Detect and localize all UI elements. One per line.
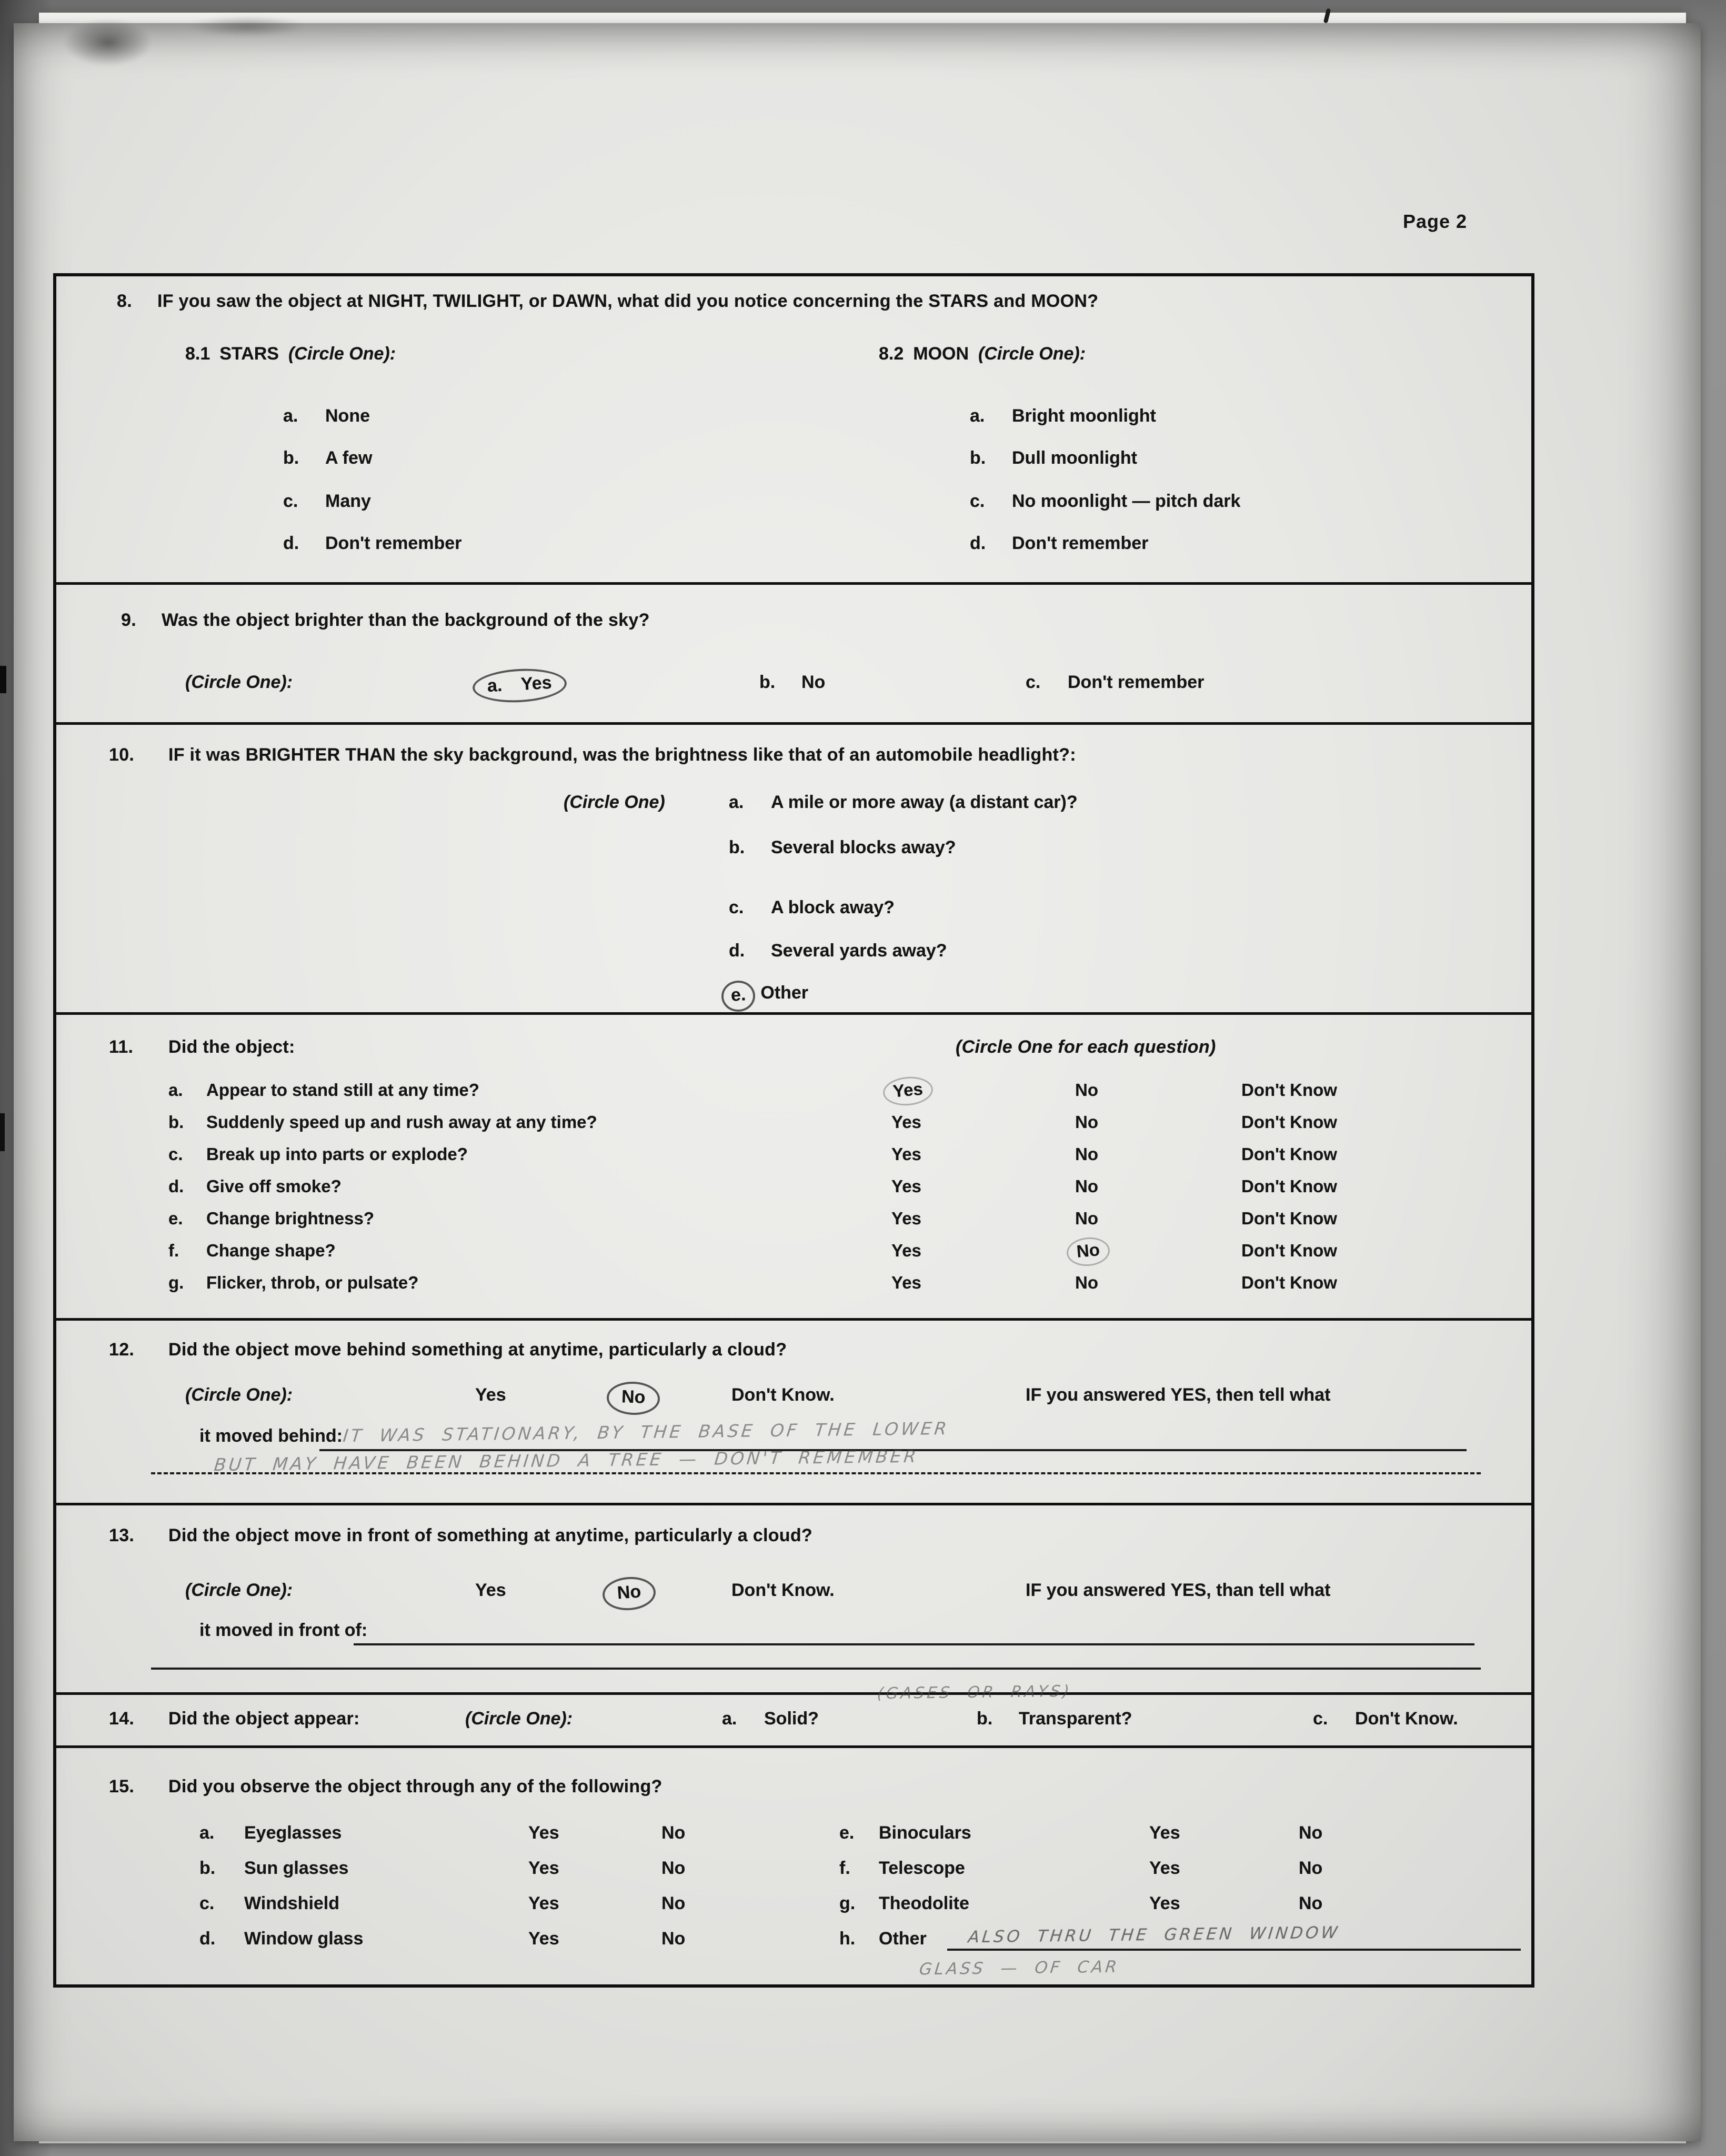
item-text: Other [879, 1929, 927, 1949]
row-question: Flicker, throb, or pulsate? [206, 1272, 419, 1292]
option-text: A few [325, 448, 373, 468]
option-text: Solid? [764, 1709, 819, 1729]
option-text: No [801, 672, 826, 692]
option-letter: a. [722, 1709, 737, 1729]
q8-number: 8. [117, 291, 132, 311]
item-letter: a. [199, 1823, 215, 1843]
option-letter: b. [970, 448, 986, 468]
question-13-section [56, 1505, 1531, 1695]
q9-option-c [1026, 672, 1204, 693]
scanned-page [14, 23, 1701, 2141]
q14-option-c [1313, 1709, 1458, 1729]
answer-circle-mark [471, 666, 567, 704]
q12-text: Did the object move behind something at anytime, particularly a cloud? [168, 1340, 787, 1360]
answer-circle-mark: No [606, 1381, 660, 1415]
yes-cell: Yes [528, 1823, 559, 1843]
option-text: Transparent? [1019, 1709, 1132, 1729]
q11-number: 11. [109, 1037, 134, 1057]
q8-moon-option-a [970, 406, 1156, 426]
item-text: Binoculars [879, 1823, 971, 1843]
option-letter: c. [729, 897, 744, 917]
q10-circle-one-label: (Circle One) [564, 792, 665, 812]
q8-moon-option-c [970, 491, 1240, 512]
q15-text: Did you observe the object through any of the following? [168, 1776, 663, 1796]
scan-artifact-left-tick [0, 1113, 5, 1151]
item-text: Sun glasses [244, 1858, 349, 1878]
dont-know-cell: Don't Know [1241, 1080, 1337, 1100]
q8-question-line [117, 291, 1098, 312]
yes-cell: Yes [891, 1272, 921, 1292]
option-text: Don't remember [325, 533, 462, 553]
q13-answer-line-2 [151, 1649, 1481, 1670]
item-text: Windshield [244, 1893, 340, 1913]
no-cell: No [1299, 1823, 1323, 1843]
q8-moon-title: MOON [913, 344, 969, 364]
q8-stars-option-a [283, 406, 370, 426]
no-cell [1075, 1239, 1241, 1262]
q14-text: Did the object appear: [168, 1709, 360, 1729]
q13-no-option-circled [615, 1580, 643, 1605]
q10-option-c [729, 897, 895, 918]
q8-stars-heading [185, 344, 396, 364]
item-letter: b. [199, 1858, 216, 1878]
dont-know-cell: Don't Know [1241, 1240, 1337, 1260]
q9-circle-one-label: (Circle One): [185, 672, 293, 692]
option-text: Don't remember [1012, 533, 1149, 553]
q11-row-b [168, 1106, 1516, 1138]
question-15-section [56, 1748, 1531, 1991]
q15-other-answer-line [947, 1923, 1521, 1951]
q12-behind-label: it moved behind: [199, 1426, 343, 1446]
q8-stars-number: 8.1 [185, 344, 210, 364]
option-letter: a. [729, 792, 744, 812]
option-text: Several blocks away? [771, 837, 956, 857]
dont-know-cell: Don't Know [1241, 1208, 1337, 1228]
option-letter: a. [283, 406, 298, 426]
page-number: Page 2 [1403, 211, 1468, 232]
q15-question-line [109, 1776, 663, 1797]
q10-option-e-circled [729, 983, 808, 1007]
q14-option-a [722, 1709, 819, 1729]
q9-number: 9. [121, 610, 136, 630]
option-letter: a. [486, 675, 503, 696]
answer-circle-mark: No [601, 1575, 657, 1612]
answer-circle-mark [721, 980, 756, 1012]
no-cell: No [661, 1929, 686, 1949]
q8-stars-option-c [283, 491, 371, 512]
row-letter: g. [168, 1272, 184, 1292]
option-text: Bright moonlight [1012, 406, 1156, 426]
no-cell: No [1075, 1144, 1098, 1164]
item-letter: c. [199, 1893, 215, 1913]
dont-know-cell: Don't Know [1241, 1176, 1337, 1196]
q10-number: 10. [109, 745, 135, 765]
q9-question-line [121, 610, 650, 631]
option-text: Yes [520, 672, 553, 694]
option-text: Several yards away? [771, 941, 947, 961]
q8-moon-heading [879, 344, 1086, 364]
option-letter: d. [729, 941, 745, 961]
question-10-section [56, 725, 1531, 1015]
q13-text: Did the object move in front of something at anytime, particularly a cloud? [168, 1525, 812, 1545]
row-letter: e. [168, 1208, 183, 1228]
option-letter: a. [970, 406, 985, 426]
q10-option-b [729, 837, 956, 858]
option-text: A mile or more away (a distant car)? [771, 792, 1078, 812]
q12-number: 12. [109, 1340, 135, 1360]
question-14-section [56, 1682, 1531, 1748]
row-question: Appear to stand still at any time? [206, 1080, 479, 1100]
q8-stars-option-b [283, 448, 372, 468]
no-cell: No [1299, 1858, 1323, 1878]
q13-circle-one-label: (Circle One): [185, 1580, 293, 1600]
q12-no-option-circled [619, 1385, 647, 1410]
pencil-circle-mark: Yes [882, 1074, 934, 1107]
yes-cell: Yes [891, 1240, 921, 1260]
yes-cell: Yes [528, 1929, 559, 1949]
row-question: Break up into parts or explode? [206, 1144, 468, 1164]
option-letter: c. [283, 491, 298, 511]
item-text: Window glass [244, 1929, 364, 1949]
option-letter: d. [970, 533, 986, 553]
q13-number: 13. [109, 1525, 135, 1545]
q11-row-a [168, 1074, 1516, 1106]
option-letter: b. [977, 1709, 993, 1729]
q15-row-4 [199, 1921, 1521, 1957]
q12-yes-option: Yes [475, 1385, 506, 1405]
q13-yes-option: Yes [475, 1580, 506, 1600]
no-cell: No [1075, 1112, 1098, 1132]
q15-handwriting-2: GLASS — OF CAR [918, 1957, 1120, 1979]
dont-know-cell: Don't Know [1241, 1112, 1337, 1132]
option-text: Dull moonlight [1012, 448, 1137, 468]
q15-row-3 [199, 1886, 1521, 1921]
dont-know-cell: Don't Know [1241, 1272, 1337, 1292]
row-question: Suddenly speed up and rush away at any time? [206, 1112, 597, 1132]
yes-cell: Yes [1149, 1823, 1180, 1843]
no-cell: No [661, 1893, 686, 1913]
option-text: A block away? [771, 897, 895, 917]
no-cell: No [661, 1858, 686, 1878]
q8-stars-title: STARS [219, 344, 279, 364]
q15-row-1 [199, 1815, 1521, 1851]
q11-row-e [168, 1202, 1516, 1234]
item-letter: h. [839, 1929, 856, 1949]
no-cell: No [1075, 1272, 1098, 1292]
question-12-section [56, 1321, 1531, 1505]
no-cell: No [1075, 1208, 1098, 1228]
q8-stars-option-d [283, 533, 461, 554]
q15-number: 15. [109, 1776, 135, 1796]
option-text: Don't Know. [1355, 1709, 1458, 1729]
option-letter: c. [1026, 672, 1041, 692]
scan-artifact-smudge [189, 16, 305, 37]
q11-row-d [168, 1170, 1516, 1202]
q10-text: IF it was BRIGHTER THAN the sky background, was the brightness like that of an automobile headlight?: [168, 745, 1076, 765]
q13-dont-know-option: Don't Know. [731, 1580, 835, 1600]
q9-option-b [759, 672, 825, 693]
no-cell: No [1299, 1893, 1323, 1913]
row-letter: d. [168, 1176, 184, 1196]
scan-artifact-left-tick [0, 666, 6, 693]
q14-question-line [109, 1709, 360, 1729]
q8-text: IF you saw the object at NIGHT, TWILIGHT, or DAWN, what did you notice concerning the STARS and MOON? [157, 291, 1099, 311]
q13-answer-line-1 [354, 1620, 1474, 1645]
q12-handwriting-1: IT WAS STATIONARY, BY THE BASE OF THE LOWER [342, 1418, 950, 1446]
q12-handwriting-2: BUT MAY HAVE BEEN BEHIND A TREE — DON'T REMEMBER [213, 1445, 920, 1475]
option-text: No moonlight — pitch dark [1012, 491, 1241, 511]
yes-cell: Yes [528, 1893, 559, 1913]
option-text: Many [325, 491, 371, 511]
question-8-section [56, 276, 1531, 585]
option-text: Other [760, 983, 809, 1003]
option-letter: e. [730, 984, 747, 1005]
row-question: Change brightness? [206, 1208, 375, 1228]
q13-if-yes-text: IF you answered YES, than tell what [1026, 1580, 1331, 1600]
q11-row-c [168, 1138, 1516, 1170]
option-text: Don't remember [1068, 672, 1205, 692]
q9-text: Was the object brighter than the background of the sky? [162, 610, 650, 630]
row-letter: f. [168, 1240, 179, 1260]
q12-circle-one-label: (Circle One): [185, 1385, 293, 1405]
question-11-section [56, 1015, 1531, 1321]
option-letter: c. [1313, 1709, 1328, 1729]
no-cell: No [1075, 1080, 1098, 1100]
q11-row-f [168, 1234, 1516, 1266]
q13-front-label: it moved in front of: [199, 1620, 368, 1640]
yes-cell: Yes [891, 1144, 921, 1164]
yes-cell: Yes [1149, 1858, 1180, 1878]
row-letter: b. [168, 1112, 184, 1132]
q12-question-line [109, 1340, 787, 1360]
q8-stars-circle-one: (Circle One): [288, 344, 396, 364]
item-text: Theodolite [879, 1893, 969, 1913]
q8-moon-option-b [970, 448, 1137, 468]
q14-circle-one-label: (Circle One): [465, 1709, 573, 1729]
row-letter: c. [168, 1144, 183, 1164]
item-letter: f. [839, 1858, 850, 1878]
q8-moon-circle-one: (Circle One): [978, 344, 1086, 364]
q8-moon-option-d [970, 533, 1148, 554]
yes-cell: Yes [891, 1112, 921, 1132]
q10-option-a [729, 792, 1078, 813]
q14-option-b [977, 1709, 1132, 1729]
option-letter: d. [283, 533, 299, 553]
q11-question-line [109, 1037, 295, 1057]
yes-cell: Yes [891, 1176, 921, 1196]
no-cell: No [661, 1823, 686, 1843]
yes-cell: Yes [528, 1858, 559, 1878]
q11-text: Did the object: [168, 1037, 295, 1057]
q11-row-g [168, 1266, 1516, 1299]
option-letter: b. [729, 837, 745, 857]
option-letter: c. [970, 491, 985, 511]
row-question: Give off smoke? [206, 1176, 342, 1196]
dont-know-cell: Don't Know [1241, 1144, 1337, 1164]
q9-option-a-circled [485, 672, 554, 697]
q12-if-yes-text: IF you answered YES, then tell what [1026, 1385, 1331, 1405]
q15-rows [199, 1815, 1521, 1957]
q15-row-2 [199, 1851, 1521, 1886]
q10-option-d [729, 941, 947, 961]
question-9-section [56, 585, 1531, 725]
q8-moon-number: 8.2 [879, 344, 904, 364]
item-letter: g. [839, 1893, 856, 1913]
option-text: None [325, 406, 370, 426]
q12-dont-know-option: Don't Know. [731, 1385, 835, 1405]
no-cell: No [1075, 1176, 1098, 1196]
q13-question-line [109, 1525, 812, 1546]
row-question: Change shape? [206, 1240, 336, 1260]
yes-cell: Yes [891, 1208, 921, 1228]
q15-handwriting-1: ALSO THRU THE GREEN WINDOW [967, 1923, 1341, 1947]
q14-handwriting: (GASES OR RAYS) [876, 1682, 1073, 1703]
option-letter: b. [759, 672, 776, 692]
yes-cell: Yes [1149, 1893, 1180, 1913]
row-letter: a. [168, 1080, 183, 1100]
q10-question-line [109, 745, 1076, 765]
q14-number: 14. [109, 1709, 135, 1729]
option-letter: b. [283, 448, 299, 468]
item-letter: d. [199, 1929, 216, 1949]
q11-rows [168, 1074, 1516, 1299]
questionnaire-form [53, 273, 1534, 1988]
item-text: Telescope [879, 1858, 965, 1878]
q11-instruction: (Circle One for each question) [956, 1037, 1216, 1057]
yes-cell [891, 1079, 1075, 1102]
scan-artifact-smudge [63, 19, 153, 66]
item-letter: e. [839, 1823, 855, 1843]
item-text: Eyeglasses [244, 1823, 342, 1843]
pencil-circle-mark: No [1066, 1235, 1111, 1267]
